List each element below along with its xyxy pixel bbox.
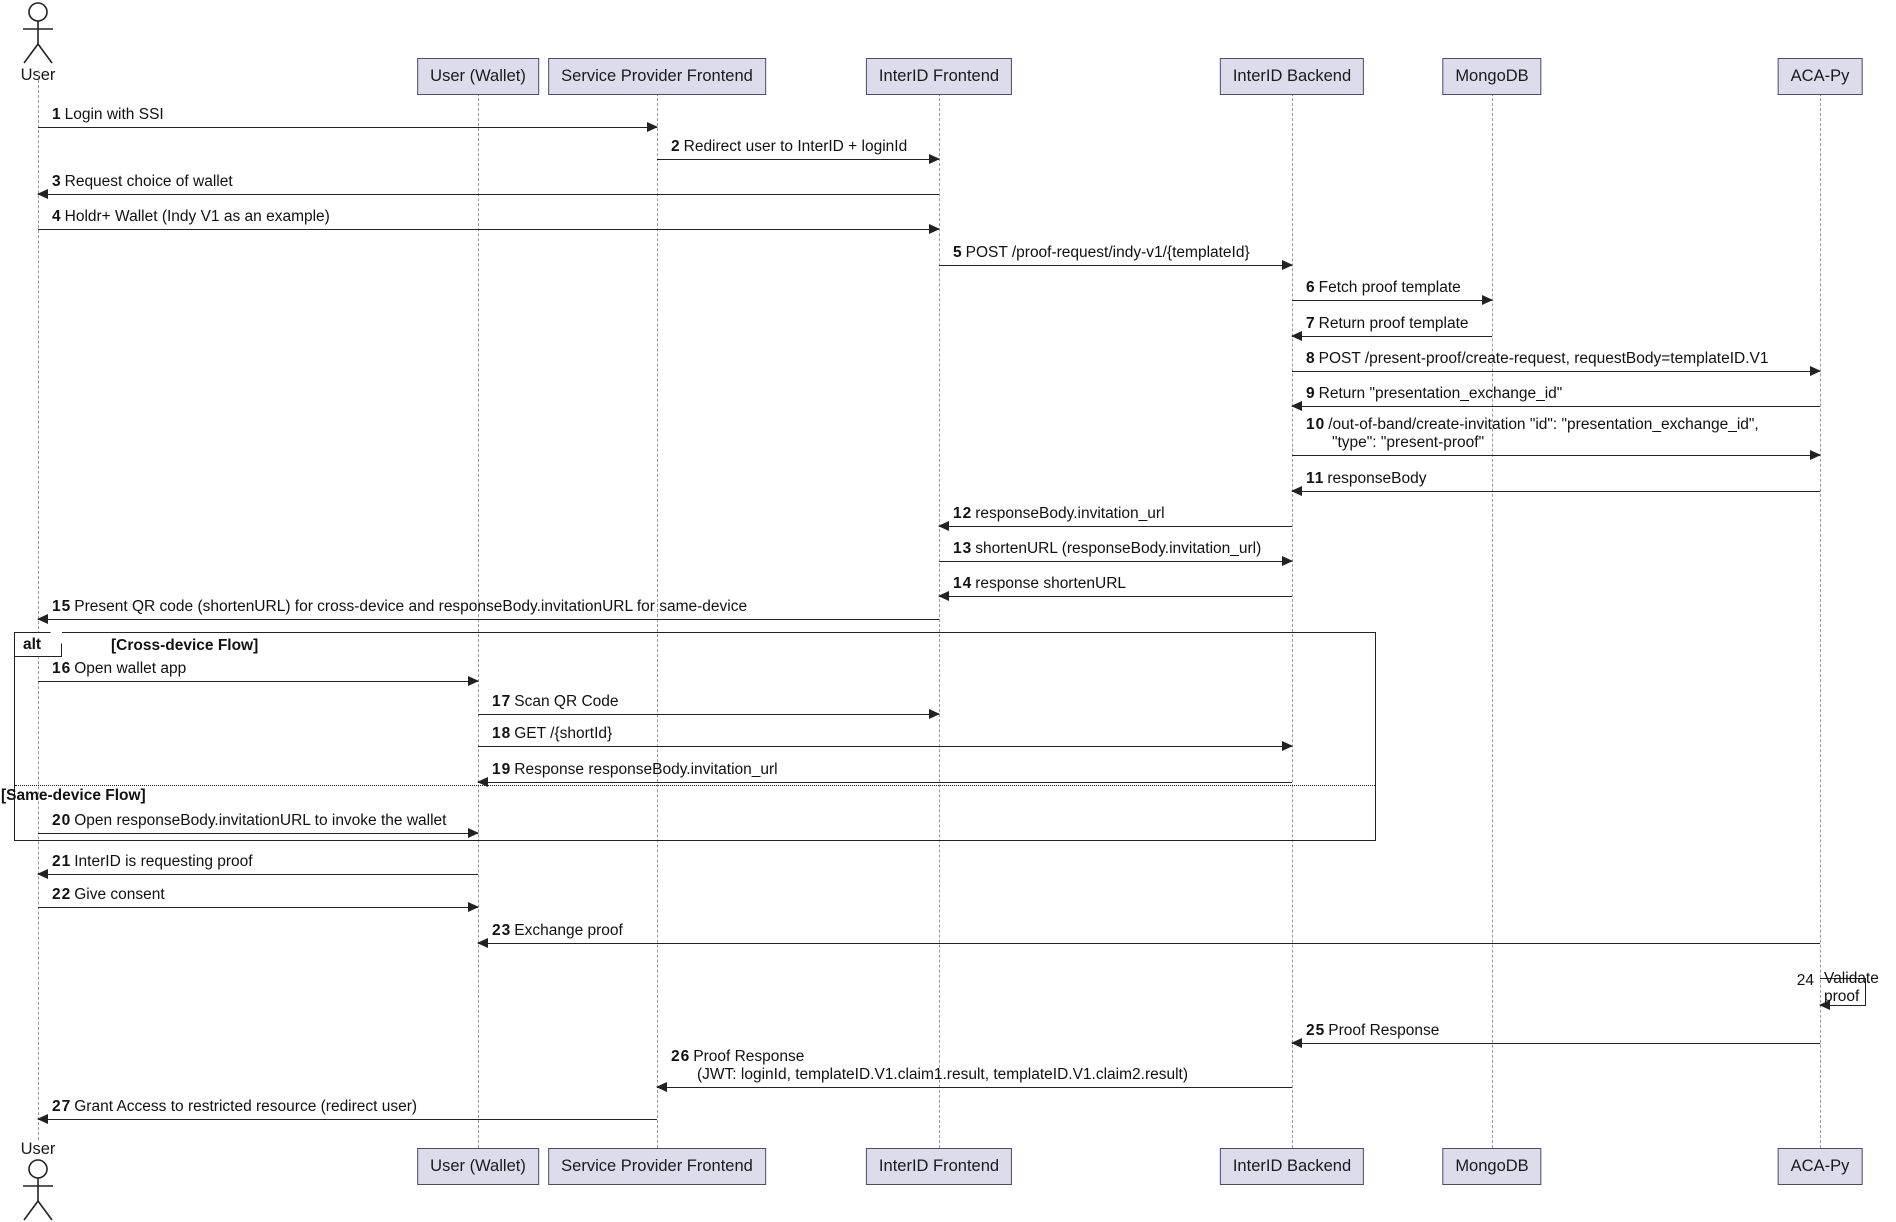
participant-user-wallet-top[interactable]: User (Wallet)	[417, 58, 539, 95]
message-7-label: 7 Return proof template	[1306, 315, 1469, 333]
actor-label-bottom: User	[20, 1140, 56, 1158]
participant-sp-frontend-bottom[interactable]: Service Provider Frontend	[548, 1148, 766, 1185]
participant-interid-frontend-top[interactable]: InterID Frontend	[866, 58, 1012, 95]
message-23-label: 23 Exchange proof	[492, 922, 623, 940]
message-24-label: Validate proof	[1824, 970, 1879, 1005]
message-5-label: 5 POST /proof-request/indy-v1/{templateId}	[953, 244, 1250, 262]
participant-user-wallet-bottom[interactable]: User (Wallet)	[417, 1148, 539, 1185]
message-6-label: 6 Fetch proof template	[1306, 279, 1461, 297]
message-16-label: 16 Open wallet app	[52, 660, 187, 678]
lifeline-mongodb	[1492, 88, 1493, 1148]
message-15-label: 15 Present QR code (shortenURL) for cross-device and responseBody.invitationURL for same-device	[52, 598, 748, 616]
message-10-label: 10 /out-of-band/create-invitation "id": "presentation_exchange_id", "type": "present-proof"	[1306, 416, 1759, 452]
message-1-label: 1 Login with SSI	[52, 106, 164, 124]
message-19-label: 19 Response responseBody.invitation_url	[492, 761, 778, 779]
message-20-label: 20 Open responseBody.invitationURL to invoke the wallet	[52, 812, 447, 830]
message-14-label: 14 response shortenURL	[953, 575, 1127, 593]
lifeline-interid-frontend	[939, 88, 940, 1148]
alt-condition-same-device: [Same-device Flow]	[1, 787, 146, 804]
message-17-label: 17 Scan QR Code	[492, 693, 619, 711]
actor-label-top: User	[20, 66, 56, 84]
actor-stick-figure-icon	[18, 2, 58, 64]
actor-user-bottom	[8, 1138, 68, 1221]
lifeline-interid-backend	[1292, 88, 1293, 1148]
participant-sp-frontend-top[interactable]: Service Provider Frontend	[548, 58, 766, 95]
lifeline-user	[38, 70, 39, 1140]
message-21-label: 21 InterID is requesting proof	[52, 853, 253, 871]
message-26-label: 26 Proof Response (JWT: loginId, templateID.V1.claim1.result, templateID.V1.claim2.result)	[671, 1048, 1189, 1084]
participant-mongodb-top[interactable]: MongoDB	[1442, 58, 1541, 95]
message-12-label: 12 responseBody.invitation_url	[953, 505, 1165, 523]
message-4-label: 4 Holdr+ Wallet (Indy V1 as an example)	[52, 208, 330, 226]
message-9-label: 9 Return "presentation_exchange_id"	[1306, 385, 1563, 403]
participant-mongodb-bottom[interactable]: MongoDB	[1442, 1148, 1541, 1185]
message-2-label: 2 Redirect user to InterID + loginId	[671, 138, 908, 156]
lifeline-user-wallet	[478, 88, 479, 1148]
participant-interid-backend-top[interactable]: InterID Backend	[1220, 58, 1364, 95]
message-25-label: 25 Proof Response	[1306, 1022, 1440, 1040]
alt-divider	[15, 785, 1375, 786]
message-3-label: 3 Request choice of wallet	[52, 173, 233, 191]
actor-stick-figure-icon-bottom	[18, 1159, 58, 1221]
message-18-label: 18 GET /{shortId}	[492, 725, 613, 743]
participant-interid-frontend-bottom[interactable]: InterID Frontend	[866, 1148, 1012, 1185]
lifeline-sp-frontend	[657, 88, 658, 1148]
message-27-label: 27 Grant Access to restricted resource (redirect user)	[52, 1098, 418, 1116]
message-22-label: 22 Give consent	[52, 886, 165, 904]
alt-condition-cross-device: [Cross-device Flow]	[111, 637, 259, 654]
participant-acapy-bottom[interactable]: ACA-Py	[1778, 1148, 1863, 1185]
alt-fragment	[1, 632, 1376, 841]
alt-fragment-tag: alt	[15, 633, 62, 657]
message-13-label: 13 shortenURL (responseBody.invitation_url)	[953, 540, 1262, 558]
message-24-seq: 24	[1796, 972, 1814, 989]
participant-interid-backend-bottom[interactable]: InterID Backend	[1220, 1148, 1364, 1185]
participant-acapy-top[interactable]: ACA-Py	[1778, 58, 1863, 95]
message-8-label: 8 POST /present-proof/create-request, requestBody=templateID.V1	[1306, 350, 1769, 368]
message-11-label: 11 responseBody	[1306, 470, 1427, 488]
